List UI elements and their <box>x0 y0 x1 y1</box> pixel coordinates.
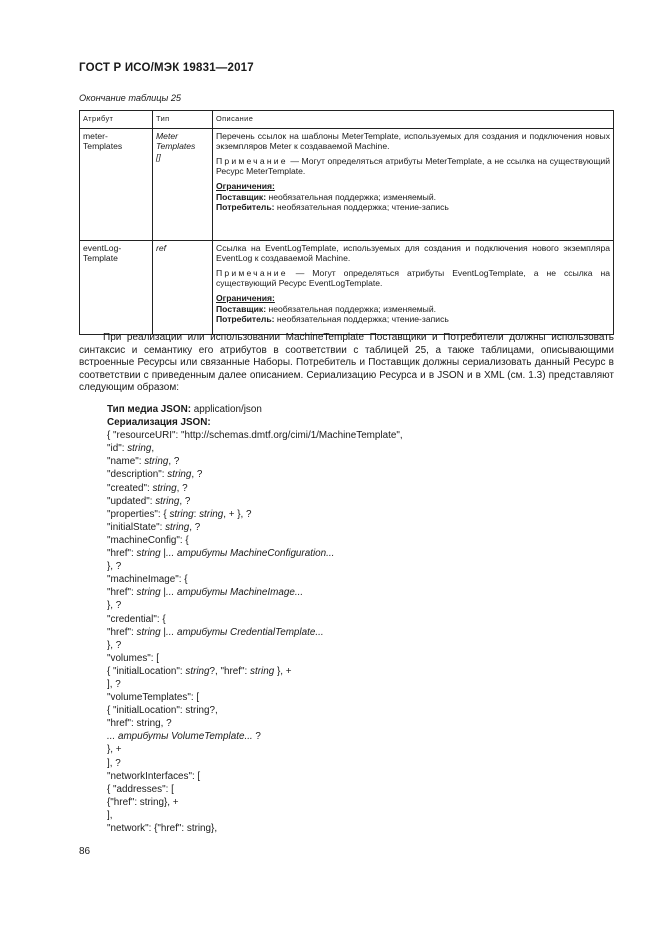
column-header-type: Тип <box>153 111 213 129</box>
code-line: "href": string, ? <box>107 718 172 730</box>
table-header-row <box>80 111 614 129</box>
body-paragraph: При реализации или использовании MachineTemplate Поставщики и Потребители должны использовать синтаксис и семантику его атрибутов в соответствии с таблицей 25, а также таблицами, описывающими встроенные Ресурсы или связанные Наборы. Потребитель и Поставщик должны сериализовать данный Ресурс в соответствии с приведенным далее описанием. Сериализацию Ресурса и в JSON и в XML (см. 1.3) представляют следующим образом: <box>79 332 614 394</box>
note-text: Примечание — Могут определяться атрибуты EventLogTemplate, а не ссылка на существующий Ресурс EventLogTemplate. <box>216 267 610 289</box>
code-line: "href": string |... атрибуты MachineConfiguration... <box>107 548 335 560</box>
note-text: Примечание — Могут определяться атрибуты MeterTemplate, а не ссылка на существующий Ресурс MeterTemplate. <box>216 155 610 177</box>
description-cell <box>213 240 614 334</box>
json-serialization <box>107 403 403 835</box>
code-line: "volumes": [ <box>107 652 160 664</box>
attribute-cell: meter- Templates <box>80 128 153 240</box>
code-line: "network": {"href": string}, <box>107 823 218 834</box>
code-line: ], <box>107 809 113 821</box>
code-line: "initialState": string, ? <box>107 521 201 533</box>
document-header: ГОСТ Р ИСО/МЭК 19831—2017 <box>79 62 254 74</box>
code-line: }, ? <box>107 600 122 612</box>
type-cell: ref <box>153 240 213 334</box>
code-line: "networkInterfaces": [ <box>107 770 201 782</box>
page-number: 86 <box>79 846 91 857</box>
code-line: "id": string, <box>107 443 155 455</box>
type-cell: Meter Templates [] <box>153 128 213 240</box>
code-line: { "initialLocation": string?, <box>107 705 218 717</box>
code-line: "created": string, ? <box>107 482 188 494</box>
restrictions: Ограничения: Поставщик: необязательная поддержка; изменяемый. Потребитель: необязательная поддержка; чтение-запись <box>216 292 449 325</box>
code-line: "credential": { <box>107 613 166 625</box>
code-line: "machineConfig": { <box>107 534 189 546</box>
description-cell <box>213 128 614 240</box>
code-line: "description": string, ? <box>107 469 203 481</box>
table-row <box>80 240 614 334</box>
media-type-line: Тип медиа JSON: application/json <box>107 404 262 415</box>
attributes-table <box>79 110 614 335</box>
code-line: "machineImage": { <box>107 574 188 586</box>
code-line: ], ? <box>107 757 121 769</box>
code-line: {"href": string}, + <box>107 796 179 808</box>
description-text: Перечень ссылок на шаблоны MeterTemplate, используемых для создания и подключения новых экземпляров Meter к создаваемой Machine. <box>216 130 610 152</box>
code-line: { "addresses": [ <box>107 783 174 795</box>
code-line: "updated": string, ? <box>107 495 191 507</box>
code-line: ], ? <box>107 678 121 690</box>
code-line: { "resourceURI": "http://schemas.dmtf.org/cimi/1/MachineTemplate", <box>107 430 403 442</box>
code-line: "href": string |... атрибуты CredentialTemplate... <box>107 626 324 638</box>
code-line: }, + <box>107 744 122 756</box>
restrictions: Ограничения: Поставщик: необязательная поддержка; изменяемый. Потребитель: необязательная поддержка; чтение-запись <box>216 180 449 213</box>
code-line: "href": string |... атрибуты MachineImage... <box>107 587 304 599</box>
description-text: Ссылка на EventLogTemplate, используемых для создания и подключения нового экземпляра EventLog к создаваемой Machine. <box>216 242 610 264</box>
code-line: "volumeTemplates": [ <box>107 692 200 704</box>
table-caption: Окончание таблицы 25 <box>79 93 182 103</box>
code-line: }, ? <box>107 639 122 651</box>
attribute-cell: eventLog- Template <box>80 240 153 334</box>
column-header-attribute: Атрибут <box>80 111 153 129</box>
column-header-description: Описание <box>213 111 614 129</box>
code-line: { "initialLocation": string?, "href": string }, + <box>107 665 292 677</box>
code-line: }, ? <box>107 561 122 573</box>
code-line: "properties": { string: string, + }, ? <box>107 508 252 520</box>
code-lines <box>107 429 403 835</box>
code-line: ... атрибуты VolumeTemplate... ? <box>107 731 261 743</box>
code-line: "name": string, ? <box>107 456 180 468</box>
serialization-label: Сериализация JSON: <box>107 417 211 429</box>
table-row <box>80 128 614 240</box>
